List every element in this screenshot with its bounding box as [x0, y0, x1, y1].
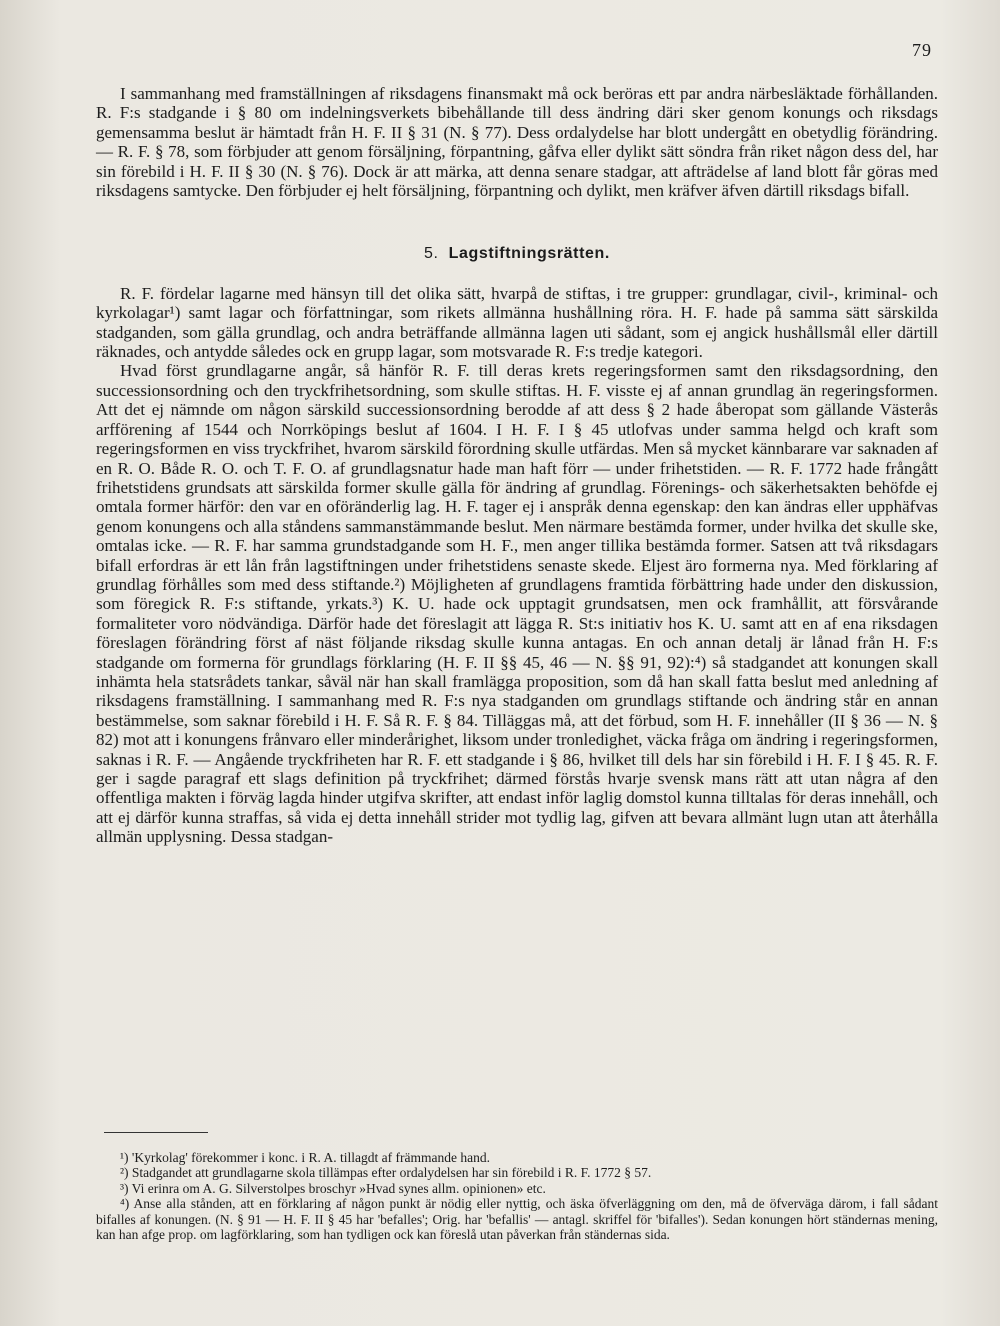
body-text	[96, 84, 938, 847]
paragraph-grundlagar: Hvad först grundlagarne angår, så hänför R. F. till deras krets regeringsformen samt den riksdagsordning, den successionsordning och den tryckfrihetsordning, som skulle stiftas. H. F. visste ej af annan grundlag än regeringsformen. Att det ej nämnde om någon särskild successionsordning berodde af att dess § 2 hade åberopat som gällande Västerås arfförening af 1544 och Norrköpings beslut af 1604. I H. F. I § 45 utlofvas under samma helgd och kraft som regeringsformen en viss tryckfrihet, hvarom särskild förordning skulle utfärdas. Men så mycket kännbarare var saknaden af en R. O. Både R. O. och T. F. O. af grundlagsnatur hade man haft förr — under frihetstiden. — R. F. 1772 hade frångått frihetstidens grundsats att särskilda former skulle gälla för ändring af grundlag. Förenings- och säkerhetsakten behöfde ej omtala former härför: den var en oföränderlig lag. H. F. tager ej i anspråk denna egenskap: den kan ändras eller upphäfvas genom konungens och alla ståndens sammanstämmande beslut. Men närmare bestämda former, under hvilka det skulle ske, omtalas icke. — R. F. har samma grundstadgande som H. F., men anger tillika bestämda former. Satsen att två riksdagars bifall erfordras är ett lån från lagstiftningen under frihetstidens senaste skede. Eljest äro formerna nya. Med förklaring af grundlag förhålles som med dess stiftande.²) Möjligheten af grundlagens framtida förbättring hade under den diskussion, som föregick R. F:s stiftande, yrkats.³) K. U. hade ock upptagit grundsatsen, men ock framhållit, att försvårande formaliteter voro nödvändiga. Därför hade det föreslagit att lägga R. St:s initiativ hos K. U. samt att en af ena riksdagen föreslagen förändring först af näst följande riksdag skulle kunna antagas. En och annan detalj är lånad från H. F:s stadgande om formerna för grundlags förklaring (H. F. II §§ 45, 46 — N. §§ 91, 92):⁴) så stadgandet att konungen skall inhämta hela statsrådets tankar, såväl när han skall framlägga proposition, som då han skall fatta beslut med anledning af riksdagens framställning. I sammanhang med R. F:s nya stadganden om grundlags stiftande och ändring står en annan bestämmelse, som saknar förebild i H. F. Så R. F. § 84. Tilläggas må, att det förbud, som H. F. innehåller (II § 36 — N. § 82) mot att i konungens frånvaro eller minderårighet, liksom under tronledighet, väcka fråga om ändring i regeringsformen, saknas i R. F. — Angående tryckfriheten har R. F. ett stadgande i § 86, hvilket till dels har sin förebild i H. F. I § 45. R. F. ger i sagde paragraf ett slags definition på tryckfrihet; därmed förstås hvarje svensk mans rätt att utan några af den offentliga makten i förväg lagda hinder utgifva skrifter, att endast inför laglig domstol kunna tilltalas för deras innehåll, och att ej därför kunna straffas, så vida ej detta innehåll strider mot tydlig lag, gifven att bevara allmänt lugn utan att återhålla allmän upplysning. Dessa stadgan-	[96, 361, 938, 847]
paragraph-lagar-grupper: R. F. fördelar lagarne med hänsyn till det olika sätt, hvarpå de stiftas, i tre grupper: grundlagar, civil-, kriminal- och kyrkolagar¹) samt lagar och författningar, som rikets allmänna hushållning röra. H. F. hade på samma sätt särskilda stadganden, som gälla grundlag, och andra beträffande allmänna lagen uti sådant, som ej angick hushållsmål eller därtill räknades, och antydde således ock en grupp lagar, som motsvarade R. F:s tredje kategori.	[96, 283, 938, 362]
footnote-4: ⁴) Anse alla stånden, att en förklaring af någon punkt är nödig eller nyttig, och äska öfverläggning om den, må de öfverväga därom, i fall sådant bifalles af konungen. (N. § 91 — H. F. II § 45 har 'befalles'; Orig. har 'befallis' — antagl. skriffel för 'bifalles'). Sedan konungen hört ständernas mening, kan han afge prop. om lagförklaring, som han tydligen ock kan föreslå utan påverkan från ständernas sida.	[96, 1196, 938, 1243]
footnote-3: ³) Vi erinra om A. G. Silverstolpes broschyr »Hvad synes allm. opinionen» etc.	[120, 1180, 546, 1196]
section-heading	[96, 244, 938, 263]
section-number: 5.	[424, 245, 439, 263]
footnote-divider	[104, 1132, 208, 1133]
paragraph-intro: I sammanhang med framställningen af riksdagens finansmakt må ock beröras ett par andra närbesläktade förhållanden. R. F:s stadgande i § 80 om indelningsverkets bibehållande till dess ändring däri sker genom konungs och riksdags gemensamma beslut är hämtadt från H. F. II § 31 (N. § 77). Dess ordalydelse har blott undergått en obetydlig förändring. — R. F. § 78, som förbjuder att genom försäljning, förpantning, gåfva eller dylikt sätt söndra från riket någon dess del, har sin förebild i H. F. II § 30 (N. § 76). Dock är att märka, att denna senare stadgar, att afträdelse af land blott får göras med riksdagens samtycke. Den förbjuder ej helt försäljning, förpantning och dylikt, men kräfver äfven därtill riksdags bifall.	[96, 84, 938, 201]
footnotes	[96, 1150, 938, 1242]
footnote-1: ¹) 'Kyrkolag' förekommer i konc. i R. A. tillagdt af främmande hand.	[120, 1150, 490, 1165]
footnote-2: ²) Stadgandet att grundlagarne skola tillämpas efter ordalydelsen har sin förebild i R. F. 1772 § 57.	[120, 1165, 652, 1181]
page-number: 79	[912, 40, 932, 60]
section-title: Lagstiftningsrätten.	[448, 245, 610, 263]
